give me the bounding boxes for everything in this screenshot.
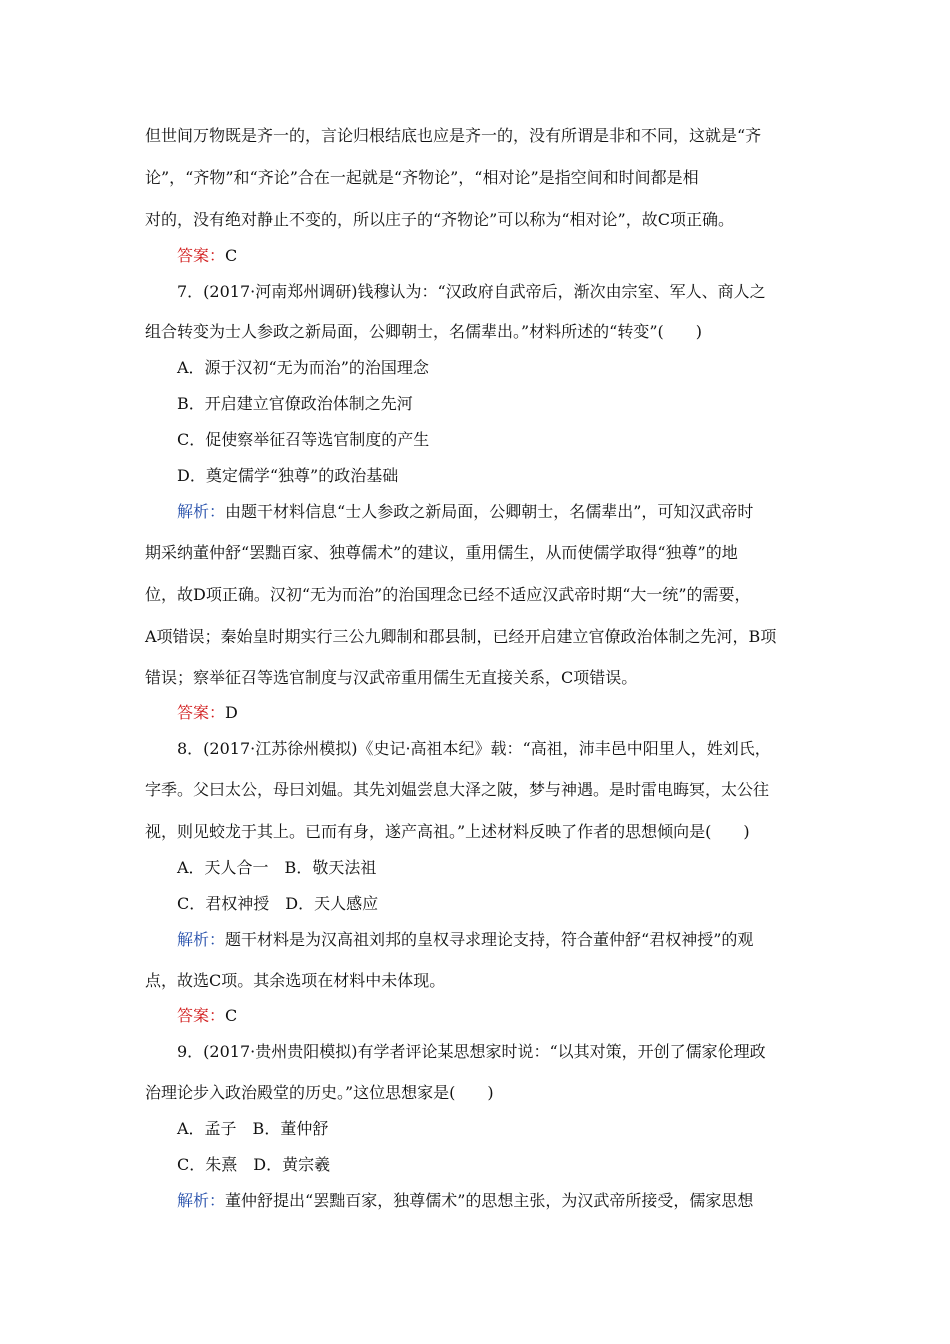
- analysis-text: 题干材料是为汉高祖刘邦的皇权寻求理论支持，符合董仲舒“君权神授”的观: [225, 930, 754, 949]
- answer-line: [177, 246, 950, 266]
- text-line: 论”，“齐物”和“齐论”合在一起就是“齐物论”，“相对论”是指空间和时间都是相: [145, 168, 699, 187]
- question-8-stem: 8．(2017·江苏徐州模拟)《史记·高祖本纪》载：“高祖，沛丰邑中阳里人，姓刘氏，: [177, 739, 771, 758]
- option-line: A．源于汉初“无为而治”的治国理念: [177, 358, 429, 377]
- answer-value: C: [225, 246, 238, 265]
- answer-label: 答案：: [177, 703, 226, 722]
- answer-label: 答案：: [177, 1006, 226, 1025]
- text-line: A项错误；秦始皇时期实行三公九卿制和郡县制，已经开启建立官僚政治体制之先河，B项: [145, 627, 777, 646]
- analysis-text: 董仲舒提出“罢黜百家，独尊儒术”的思想主张，为汉武帝所接受，儒家思想: [225, 1191, 754, 1210]
- analysis-line: [177, 502, 950, 522]
- answer-line: [177, 1006, 950, 1026]
- text-line: 字季。父曰太公，母曰刘媪。其先刘媪尝息大泽之陂，梦与神遇。是时雷电晦冥，太公往: [145, 780, 770, 799]
- answer-value: C: [225, 1006, 238, 1025]
- question-7-stem: 7．(2017·河南郑州调研)钱穆认为：“汉政府自武帝后，渐次由宗室、军人、商人之: [177, 282, 766, 301]
- text-line: 但世间万物既是齐一的，言论归根结底也应是齐一的，没有所谓是非和不同，这就是“齐: [145, 126, 762, 145]
- analysis-line: [177, 1191, 950, 1211]
- text-line: 组合转变为士人参政之新局面，公卿朝士，名儒辈出。”材料所述的“转变”( ): [145, 322, 703, 341]
- analysis-text: 由题干材料信息“士人参政之新局面，公卿朝士，名儒辈出”，可知汉武帝时: [225, 502, 754, 521]
- analysis-line: [177, 930, 950, 950]
- answer-line: [177, 703, 950, 723]
- option-line: C．促使察举征召等选官制度的产生: [177, 430, 430, 449]
- option-line: A．孟子 B．董仲舒: [177, 1119, 329, 1138]
- option-line: B．开启建立官僚政治体制之先河: [177, 394, 413, 413]
- text-line: 位，故D项正确。汉初“无为而治”的治国理念已经不适应汉武帝时期“大一统”的需要，: [145, 585, 751, 604]
- analysis-label: 解析：: [177, 502, 226, 521]
- analysis-label: 解析：: [177, 1191, 226, 1210]
- text-line: 点，故选C项。其余选项在材料中未体现。: [145, 971, 446, 990]
- question-9-stem: 9．(2017·贵州贵阳模拟)有学者评论某思想家时说：“以其对策，开创了儒家伦理政: [177, 1042, 766, 1061]
- option-line: D．奠定儒学“独尊”的政治基础: [177, 466, 399, 485]
- option-line: C．君权神授 D．天人感应: [177, 894, 379, 913]
- option-line: C．朱熹 D．黄宗羲: [177, 1155, 331, 1174]
- text-line: 治理论步入政治殿堂的历史。”这位思想家是( ): [145, 1083, 494, 1102]
- text-line: 视，则见蛟龙于其上。已而有身，遂产高祖。”上述材料反映了作者的思想倾向是( ): [145, 822, 750, 841]
- option-line: A．天人合一 B．敬天法祖: [177, 858, 377, 877]
- answer-label: 答案：: [177, 246, 226, 265]
- answer-value: D: [225, 703, 238, 722]
- analysis-label: 解析：: [177, 930, 226, 949]
- text-line: 错误；察举征召等选官制度与汉武帝重用儒生无直接关系，C项错误。: [145, 668, 638, 687]
- text-line: 对的，没有绝对静止不变的，所以庄子的“齐物论”可以称为“相对论”，故C项正确。: [145, 210, 734, 229]
- text-line: 期采纳董仲舒“罢黜百家、独尊儒术”的建议，重用儒生，从而使儒学取得“独尊”的地: [145, 543, 738, 562]
